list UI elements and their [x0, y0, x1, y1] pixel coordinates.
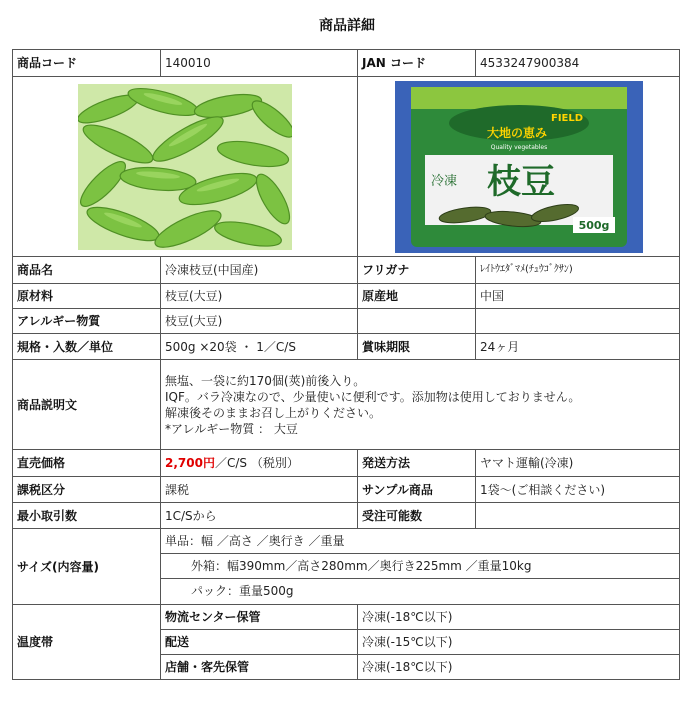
shelf-life-value: 24ヶ月 — [476, 334, 680, 360]
size-line-pack: パック：重量500g — [191, 584, 294, 598]
name-label: 商品名 — [13, 257, 161, 284]
size-line-single: 単品：幅 ／高さ ／奥行き ／重量 — [161, 530, 679, 554]
shelf-life-label: 賞味期限 — [358, 334, 476, 360]
jan-value: 4533247900384 — [476, 50, 680, 77]
order-capacity-value — [476, 503, 680, 529]
row-images — [13, 77, 680, 257]
row-min-order — [13, 503, 680, 529]
allergy-value: 枝豆(大豆) — [161, 309, 358, 334]
name-value: 冷凍枝豆(中国産) — [161, 257, 358, 284]
code-label: 商品コード — [13, 50, 161, 77]
product-photo-cell — [13, 77, 358, 257]
ship-value: ヤマト運輸(冷凍) — [476, 450, 680, 477]
price-label: 直売価格 — [13, 450, 161, 477]
min-order-label: 最小取引数 — [13, 503, 161, 529]
page-title: 商品詳細 — [319, 18, 375, 34]
row-temp-1 — [13, 605, 680, 630]
svg-text:FIELD: FIELD — [550, 112, 583, 124]
row-product-name — [13, 257, 680, 284]
code-value: 140010 — [161, 50, 358, 77]
row-description — [13, 360, 680, 450]
price-value: 2,700円 — [165, 456, 215, 470]
price-suffix: ／C/S （税別） — [214, 456, 299, 470]
tax-label: 課税区分 — [13, 477, 161, 503]
edamame-photo — [78, 84, 292, 250]
furigana-value: ﾚｲﾄｳｴﾀﾞﾏﾒ(ﾁｭｳｺﾞｸｻﾝ) — [476, 257, 680, 284]
package-photo-cell — [358, 77, 680, 257]
package-photo — [395, 81, 643, 253]
furigana-label: フリガナ — [358, 257, 476, 284]
row-tax — [13, 477, 680, 503]
origin-label: 原産地 — [358, 284, 476, 309]
svg-text:冷凍: 冷凍 — [430, 173, 457, 189]
min-order-value: 1C/Sから — [161, 503, 358, 529]
spec-value: 500g ×20袋 ・ 1／C/S — [161, 334, 358, 360]
ship-label: 発送方法 — [358, 450, 476, 477]
allergy-empty-cell-2 — [476, 309, 680, 334]
row-size — [13, 529, 680, 605]
allergy-empty-cell-1 — [358, 309, 476, 334]
size-line-box: 外箱：幅390mm／高さ280mm／奥行き225mm ／重量10kg — [161, 554, 679, 579]
temp-row-value: 冷凍(-18℃以下) — [358, 655, 680, 680]
temp-label: 温度帯 — [13, 605, 161, 680]
size-value — [161, 529, 680, 605]
row-price — [13, 450, 680, 477]
row-allergy — [13, 309, 680, 334]
row-product-code — [13, 50, 680, 77]
desc-line: IQF。バラ冷凍なので、少量使いに便利です。添加物は使用しておりません。 — [165, 389, 581, 404]
temp-row-value: 冷凍(-18℃以下) — [358, 605, 680, 630]
svg-text:枝豆: 枝豆 — [486, 161, 555, 202]
size-label: サイズ(内容量) — [13, 529, 161, 605]
desc-line: *アレルギー物質 ： 大豆 — [165, 421, 298, 436]
tax-value: 課税 — [161, 477, 358, 503]
price-cell — [161, 450, 358, 477]
ingredients-value: 枝豆(大豆) — [161, 284, 358, 309]
sample-label: サンプル商品 — [358, 477, 476, 503]
ingredients-label: 原材料 — [13, 284, 161, 309]
origin-value: 中国 — [476, 284, 680, 309]
desc-value — [161, 360, 680, 450]
spec-label: 規格・入数／単位 — [13, 334, 161, 360]
desc-line: 無塩、一袋に約170個(莢)前後入り。 — [165, 373, 366, 388]
row-spec — [13, 334, 680, 360]
temp-row-label: 配送 — [161, 630, 358, 655]
allergy-label: アレルギー物質 — [13, 309, 161, 334]
temp-row-value: 冷凍(-15℃以下) — [358, 630, 680, 655]
sample-value: 1袋～(ご相談ください) — [476, 477, 680, 503]
temp-row-label: 物流センター保管 — [161, 605, 358, 630]
row-ingredients — [13, 284, 680, 309]
svg-text:500g: 500g — [578, 218, 609, 232]
temp-row-label: 店舗・客先保管 — [161, 655, 358, 680]
jan-label: JAN コード — [358, 50, 476, 77]
svg-text:大地の恵み: 大地の恵み — [486, 125, 547, 140]
product-spec-table — [12, 49, 680, 680]
desc-line: 解凍後そのままお召し上がりください。 — [165, 405, 382, 420]
order-capacity-label: 受注可能数 — [358, 503, 476, 529]
desc-label: 商品説明文 — [13, 360, 161, 450]
svg-text:Quality vegetables: Quality vegetables — [490, 143, 547, 151]
